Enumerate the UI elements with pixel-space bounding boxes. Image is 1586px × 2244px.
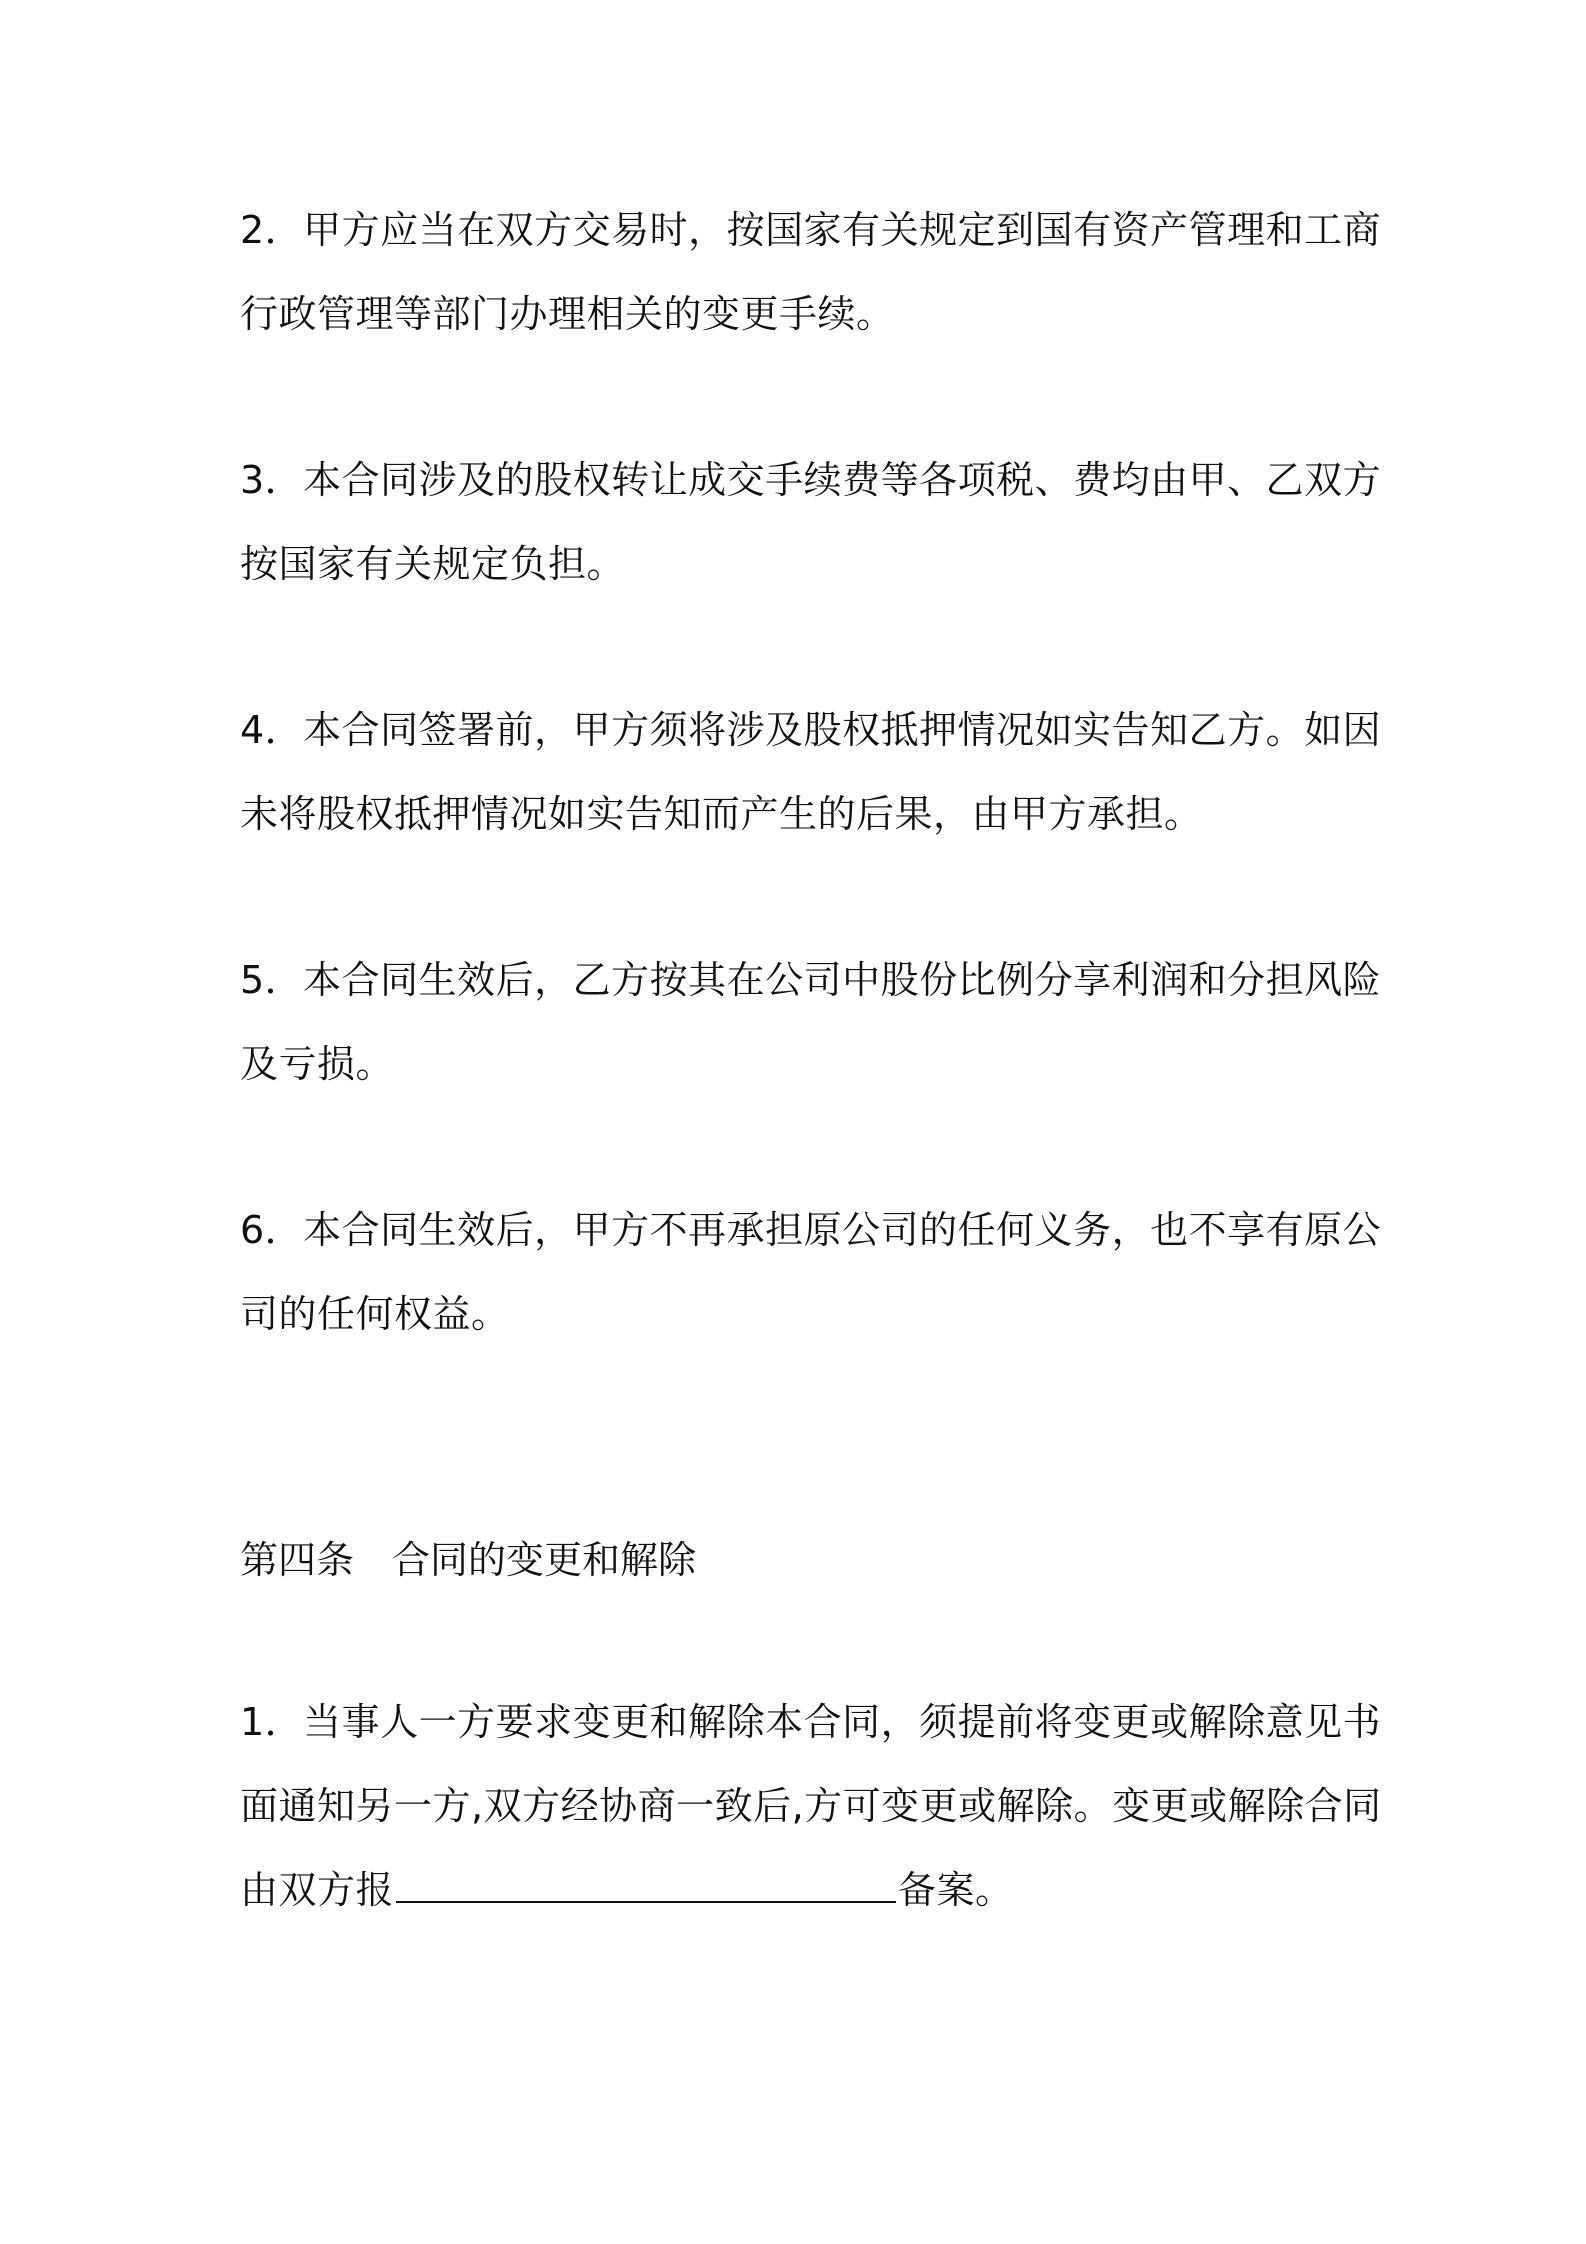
section-4-heading: 第四条 合同的变更和解除 [240, 1538, 697, 1582]
section-4-clause-1-line-3 [240, 1848, 1370, 1932]
section-4-clause-1 [240, 1680, 1382, 1932]
clause-6 [240, 1188, 1382, 1356]
clause-4-line-1: 4．本合同签署前，甲方须将涉及股权抵押情况如实告知乙方。如因 [240, 708, 1382, 752]
fill-in-blank[interactable] [396, 1871, 896, 1903]
clause-5-line-1: 5．本合同生效后，乙方按其在公司中股份比例分享利润和分担风险 [240, 958, 1382, 1002]
clause-2-line-2: 行政管理等部门办理相关的变更手续。 [240, 292, 895, 336]
clause-6-line-2: 司的任何权益。 [240, 1292, 510, 1336]
clause-6-line-1: 6．本合同生效后，甲方不再承担原公司的任何义务，也不享有原公 [240, 1208, 1382, 1252]
clause-3-line-2: 按国家有关规定负担。 [240, 542, 626, 586]
clause-4-line-2: 未将股权抵押情况如实告知而产生的后果，由甲方承担。 [240, 792, 1203, 836]
clause-3-line-1: 3．本合同涉及的股权转让成交手续费等各项税、费均由甲、乙双方 [240, 458, 1382, 502]
clause-4 [240, 688, 1382, 856]
clause-5-line-2: 及亏损。 [240, 1042, 395, 1086]
clause-2 [240, 188, 1382, 356]
clause-2-line-1: 2．甲方应当在双方交易时，按国家有关规定到国有资产管理和工商 [240, 208, 1382, 252]
line-3-prefix: 由双方报 [240, 1868, 395, 1912]
line-3-suffix: 备案。 [898, 1868, 1014, 1912]
clause-5 [240, 938, 1382, 1106]
section-4-clause-1-line-2: 面通知另一方,双方经协商一致后,方可变更或解除。变更或解除合同 [240, 1784, 1382, 1828]
clause-3 [240, 438, 1382, 606]
section-4-clause-1-line-1: 1．当事人一方要求变更和解除本合同，须提前将变更或解除意见书 [240, 1700, 1382, 1744]
